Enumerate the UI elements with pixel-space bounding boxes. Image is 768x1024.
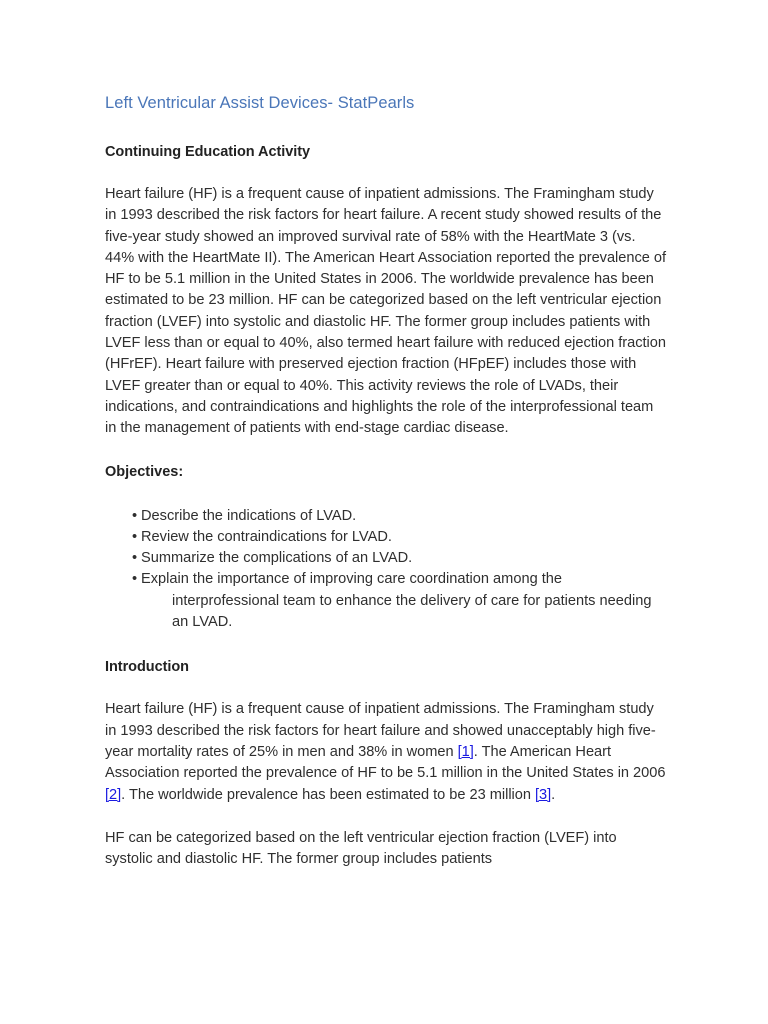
paragraph-text-segment: . The American Heart Association reported the prevalence of HF to be 5.1 million in the United States in 2006 [105, 743, 666, 782]
bullet-icon: • [132, 528, 138, 545]
bullet-icon: • [132, 550, 138, 567]
bullet-icon: • [132, 571, 138, 588]
paragraph-text-segment: . The worldwide prevalence has been estimated to be 23 million [121, 786, 535, 803]
paragraph-introduction-1 [105, 699, 668, 805]
list-item [132, 506, 668, 527]
paragraph-text-segment: . [551, 786, 556, 803]
citation-link-1[interactable]: [1] [457, 743, 474, 760]
objectives-list [105, 506, 668, 634]
section-heading-continuing-education: Continuing Education Activity [105, 144, 311, 160]
section-heading-objectives: Objectives: [105, 463, 184, 480]
list-item-label: Describe the indications of LVAD. [141, 507, 357, 524]
list-item [132, 527, 668, 548]
paragraph-text-segment: Heart failure (HF) is a frequent cause of inpatient admissions. The Framingham study in 1993 described the risk factors for heart failure and showed unacceptably high five-year mortality rates of 25% in men and 38% in women [105, 701, 656, 760]
paragraph-continuing-education-body: Heart failure (HF) is a frequent cause of inpatient admissions. The Framingham study in 1993 described the risk factors for heart failure. A recent study showed results of the five-year study showed an improved survival rate of 58% with the HeartMate 3 (vs. 44% with the HeartMate II). The American Heart Association reported the prevalence of HF to be 5.1 million in the United States in 2006. The worldwide prevalence has been estimated to be 23 million. HF can be categorized based on the left ventricular ejection fraction (LVEF) into systolic and diastolic HF. The former group includes patients with LVEF less than or equal to 40%, also termed heart failure with reduced ejection fraction (HFrEF). Heart failure with preserved ejection fraction (HFpEF) includes those with LVEF greater than or equal to 40%. This activity reviews the role of LVADs, their indications, and contraindications and highlights the role of the interprofessional team in the management of patients with end-stage cardiac disease. [105, 186, 666, 437]
list-item-label: Summarize the complications of an LVAD. [141, 550, 413, 567]
list-item-label: Review the contraindications for LVAD. [141, 528, 392, 545]
list-item [132, 548, 668, 569]
citation-link-3[interactable]: [3] [535, 786, 552, 803]
section-heading-introduction: Introduction [105, 659, 189, 676]
paragraph-introduction-2: HF can be categorized based on the left ventricular ejection fraction (LVEF) into systolic and diastolic HF. The former group includes patients [105, 829, 617, 868]
citation-link-2[interactable]: [2] [105, 786, 122, 803]
list-item [132, 569, 668, 633]
page-title: Left Ventricular Assist Devices- StatPearls [105, 94, 415, 112]
list-item-label: Explain the importance of improving care coordination among the interprofessional team to enhance the delivery of care for patients needing an LVAD. [141, 571, 652, 631]
bullet-icon: • [132, 507, 138, 524]
